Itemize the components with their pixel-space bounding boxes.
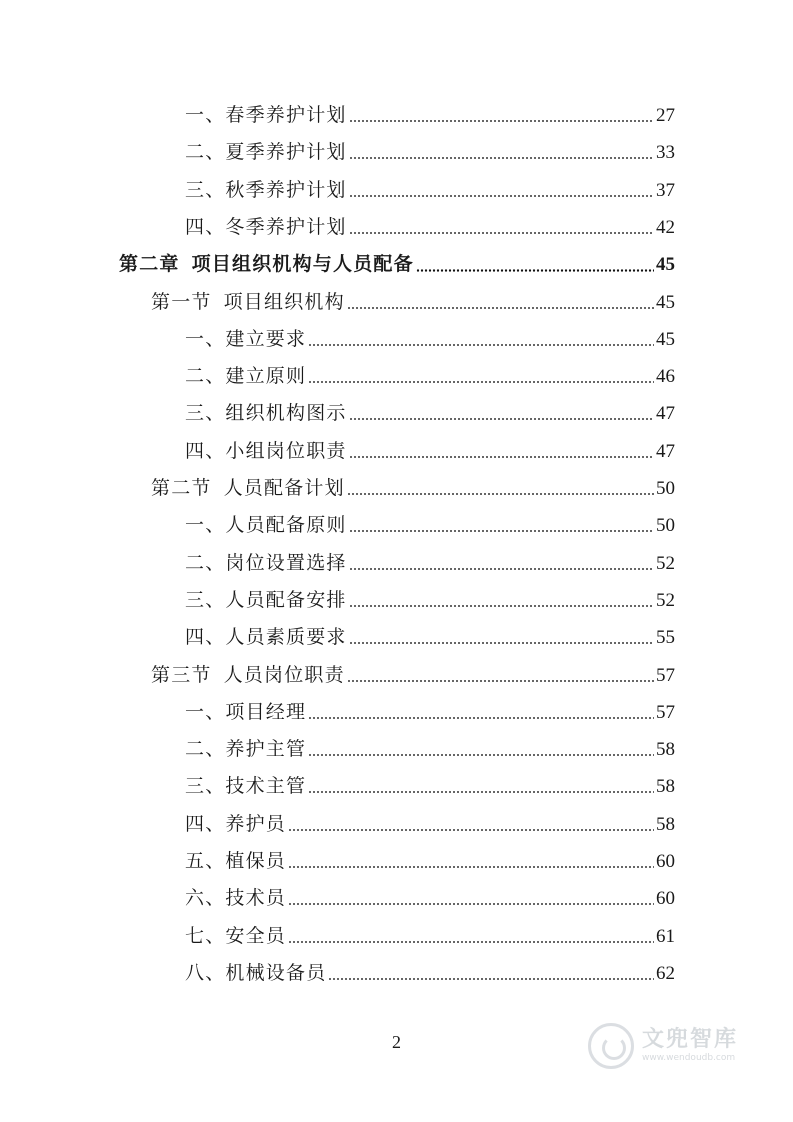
toc-entry[interactable] (185, 361, 675, 391)
toc-entry-prefix: 二、 (185, 738, 226, 761)
toc-entry-prefix: 一、 (185, 514, 226, 537)
toc-entry-prefix: 八、 (185, 961, 226, 984)
toc-entry[interactable] (185, 697, 675, 727)
toc-entry-page: 58 (656, 813, 675, 835)
toc-entry[interactable] (185, 510, 675, 540)
toc-entry-text: 冬季养护计划 (225, 215, 347, 238)
toc-entry-page: 27 (656, 105, 675, 126)
toc-entry[interactable] (185, 846, 675, 876)
toc-entry[interactable] (119, 249, 675, 279)
toc-entry[interactable] (185, 436, 675, 466)
toc-entry-title (185, 809, 286, 839)
toc-entry[interactable] (151, 660, 675, 690)
toc-entry[interactable] (185, 398, 675, 428)
toc-entry[interactable] (185, 883, 675, 913)
toc-entry-text: 人员岗位职责 (223, 663, 345, 686)
toc-entry-title (185, 212, 347, 242)
toc-entry-title (151, 287, 345, 317)
toc-entry-title (185, 398, 347, 428)
toc-entry-title (185, 137, 347, 167)
toc-entry-prefix: 三、 (185, 402, 226, 425)
toc-entry-text: 夏季养护计划 (225, 141, 347, 164)
toc-entry-page: 37 (656, 179, 675, 201)
watermark (588, 1018, 758, 1074)
toc-entry-text: 项目组织机构 (223, 290, 345, 313)
watermark-url: www.wendoudb.com (642, 1053, 736, 1063)
toc-entry-prefix: 三、 (185, 775, 226, 798)
toc-entry-page: 45 (656, 254, 675, 276)
toc-entry-text: 组织机构图示 (225, 402, 347, 425)
toc-entry-page: 33 (656, 142, 675, 164)
toc-entry-page: 47 (656, 440, 675, 462)
toc-entry-prefix: 一、 (185, 700, 226, 723)
toc-entry-text: 秋季养护计划 (225, 178, 347, 201)
toc-entry-prefix: 二、 (185, 141, 226, 164)
toc-entry-title (185, 771, 306, 801)
toc-dot-leader (308, 791, 654, 793)
toc-entry-page: 58 (656, 776, 675, 798)
watermark-name: 文兜智库 (642, 1027, 739, 1052)
toc-dot-leader (349, 232, 654, 234)
toc-entry-text: 人员配备安排 (225, 588, 347, 611)
toc-entry-text: 养护主管 (225, 738, 307, 761)
toc-entry-title (185, 175, 347, 205)
toc-entry-title (185, 324, 306, 354)
toc-entry-prefix: 三、 (185, 588, 226, 611)
toc-entry[interactable] (151, 287, 675, 317)
toc-dot-leader (347, 680, 654, 682)
toc-entry-page: 55 (656, 627, 675, 649)
toc-entry-text: 建立原则 (225, 365, 307, 388)
toc-entry-prefix: 二、 (185, 551, 226, 574)
toc-dot-leader (349, 418, 654, 420)
toc-entry-text: 养护员 (225, 812, 287, 835)
toc-entry-text: 技术主管 (225, 775, 307, 798)
toc-entry[interactable] (185, 622, 675, 652)
toc-entry-text: 植保员 (225, 850, 287, 872)
toc-entry-page: 57 (656, 701, 675, 723)
toc-entry-page: 46 (656, 366, 675, 388)
toc-entry-prefix: 四、 (185, 439, 226, 462)
toc-entry-page: 57 (656, 664, 675, 686)
toc-entry-text: 岗位设置选择 (225, 551, 347, 574)
toc-entry-prefix: 第三节 (151, 663, 212, 686)
toc-dot-leader (349, 120, 654, 122)
toc-dot-leader (288, 941, 654, 943)
toc-dot-leader (288, 829, 654, 831)
toc-entry-title (151, 660, 345, 690)
toc-entry-text: 机械设备员 (225, 961, 327, 984)
toc-entry-title (119, 249, 414, 279)
toc-entry-title (185, 622, 347, 652)
toc-entry-text: 人员素质要求 (225, 626, 347, 649)
toc-entry-page: 61 (656, 925, 675, 947)
toc-entry-prefix: 四、 (185, 215, 226, 238)
toc-entry-page: 62 (656, 962, 675, 984)
toc-dot-leader (416, 269, 654, 272)
toc-entry[interactable] (185, 324, 675, 354)
page-number: 2 (392, 1032, 401, 1052)
toc-entry[interactable] (185, 212, 675, 242)
toc-entry-title (185, 734, 306, 764)
toc-dot-leader (347, 307, 654, 309)
toc-entry-page: 50 (656, 478, 675, 499)
toc-entry-page: 45 (656, 328, 675, 350)
toc-dot-leader (328, 978, 654, 980)
toc-entry-page: 58 (656, 739, 675, 761)
toc-dot-leader (349, 456, 654, 458)
toc-entry-page: 52 (656, 552, 675, 574)
toc-entry-prefix: 五、 (185, 850, 226, 872)
toc-entry-page: 60 (656, 851, 675, 872)
toc-entry[interactable] (185, 585, 675, 615)
toc-entry-text: 人员配备原则 (225, 514, 347, 537)
toc-entry-prefix: 六、 (185, 887, 226, 910)
toc-dot-leader (288, 903, 654, 905)
toc-entry-prefix: 三、 (185, 178, 226, 201)
toc-entry-title (185, 436, 347, 466)
toc-entry-prefix: 二、 (185, 365, 226, 388)
toc-entry[interactable] (185, 958, 675, 988)
toc-entry-page: 60 (656, 888, 675, 910)
toc-dot-leader (308, 754, 654, 756)
toc-entry-prefix: 第二节 (151, 477, 212, 499)
toc-entry[interactable] (185, 921, 675, 951)
toc-entry-prefix: 四、 (185, 812, 226, 835)
toc-entry-title (185, 510, 347, 540)
toc-entry-page: 47 (656, 403, 675, 425)
toc-entry-title (185, 585, 347, 615)
toc-entry-text: 建立要求 (225, 327, 307, 350)
toc-dot-leader (308, 344, 654, 346)
toc-entry-title (185, 883, 286, 913)
toc-entry[interactable] (185, 734, 675, 764)
toc-entry-prefix: 四、 (185, 626, 226, 649)
toc-entry-title (185, 361, 306, 391)
toc-dot-leader (349, 195, 654, 197)
toc-dot-leader (347, 493, 654, 495)
toc-entry-text: 技术员 (225, 887, 287, 910)
toc-entry-title (185, 100, 347, 130)
toc-entry[interactable] (151, 473, 675, 503)
toc-entry-title (185, 548, 347, 578)
toc-entry[interactable] (185, 809, 675, 839)
toc-entry-text: 项目经理 (225, 700, 307, 723)
toc-entry[interactable] (185, 137, 675, 167)
toc-entry-text: 春季养护计划 (225, 104, 347, 126)
toc-dot-leader (349, 568, 654, 570)
toc-entry[interactable] (185, 175, 675, 205)
toc-entry-title (185, 958, 326, 988)
toc-entry-prefix: 第一节 (151, 290, 212, 313)
toc-entry-title (185, 921, 286, 951)
toc-dot-leader (308, 381, 654, 383)
toc-entry-title (185, 846, 286, 876)
toc-dot-leader (349, 157, 654, 159)
toc-entry-title (185, 697, 306, 727)
toc-dot-leader (308, 717, 654, 719)
toc-entry-page: 50 (656, 515, 675, 537)
toc-entry-prefix: 七、 (185, 924, 226, 947)
toc-entry-page: 52 (656, 589, 675, 611)
toc-entry-text: 人员配备计划 (223, 477, 345, 499)
toc-entry[interactable] (185, 771, 675, 801)
toc-entry[interactable] (185, 100, 675, 130)
toc-dot-leader (288, 866, 654, 868)
toc-dot-leader (349, 530, 654, 532)
toc-entry-title (151, 473, 345, 503)
toc-entry-prefix: 第二章 (119, 253, 180, 276)
toc-entry[interactable] (185, 548, 675, 578)
toc-entry-text: 项目组织机构与人员配备 (191, 253, 414, 276)
toc-dot-leader (349, 642, 654, 644)
toc-entry-page: 42 (656, 216, 675, 238)
toc-entry-page: 45 (656, 291, 675, 313)
toc-entry-prefix: 一、 (185, 104, 226, 126)
toc-dot-leader (349, 605, 654, 607)
toc-entry-prefix: 一、 (185, 327, 226, 350)
toc-entry-text: 安全员 (225, 924, 287, 947)
toc-entry-text: 小组岗位职责 (225, 439, 347, 462)
watermark-logo-icon (588, 1023, 634, 1069)
